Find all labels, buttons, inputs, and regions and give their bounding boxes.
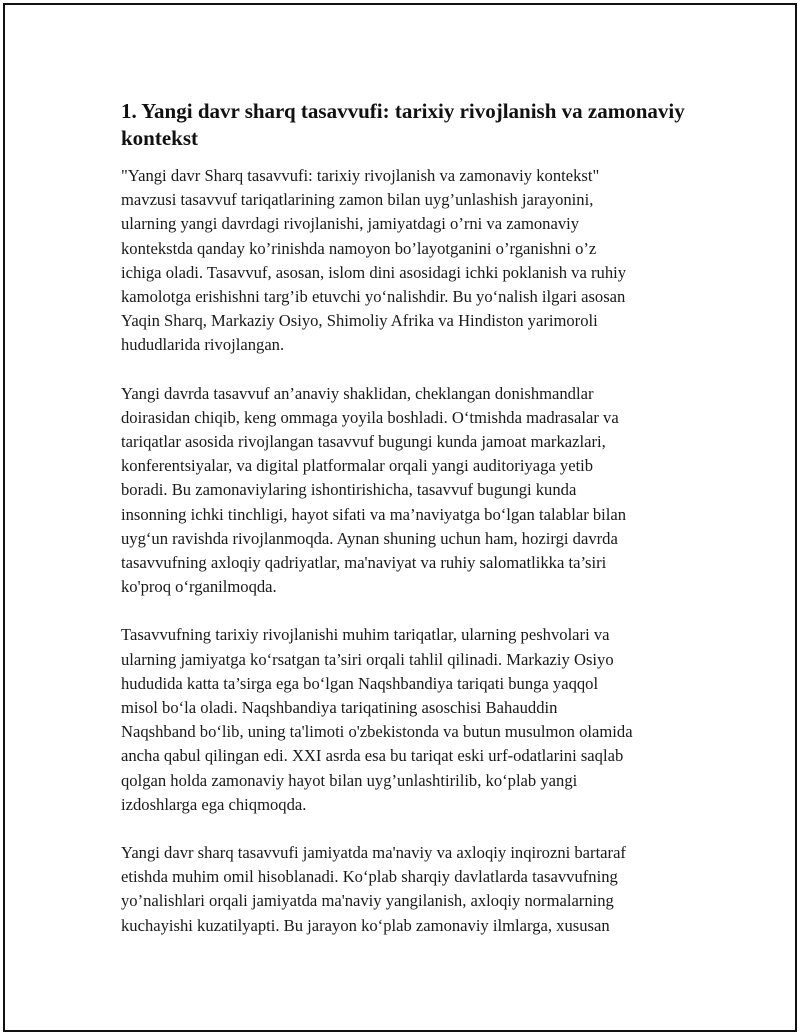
document-content xyxy=(121,98,696,962)
paragraph-3: Tasavvufning tarixiy rivojlanishi muhim tariqatlar, ularning peshvolari va ularning jamiyatga ko‘rsatgan ta’siri orqali tahlil qilinadi. Markaziy Osiyo hududida katta ta’sirga ega bo‘lgan Naqshbandiya tariqati bunga yaqqol misol bo‘la oladi. Naqshbandiya tariqatining asoschisi Bahauddin Naqshband bo‘lib, uning ta'limoti o'zbekistonda va butun musulmon olamida ancha qabul qilingan edi. XXI asrda esa bu tariqat eski urf-odatlarini saqlab qolgan holda zamonaviy hayot bilan uyg’unlashtirilib, ko‘plab yangi izdoshlarga ega chiqmoqda. xyxy=(121,625,633,814)
document-page xyxy=(3,3,797,1032)
section-title: 1. Yangi davr sharq tasavvufi: tarixiy rivojlanish va zamonaviy kontekst xyxy=(121,99,685,150)
paragraph-4: Yangi davr sharq tasavvufi jamiyatda ma'naviy va axloqiy inqirozni bartaraf etishda muhim omil hisoblanadi. Ko‘plab sharqiy davlatlarda tasavvufning yo’nalishlari orqali jamiyatda ma'naviy yangilanish, axloqiy normalarning kuchayishi kuzatilyapti. Bu jarayon ko‘plab zamonaviy ilmlarga, xususan xyxy=(121,843,626,935)
paragraph-2: Yangi davrda tasavvuf an’anaviy shaklidan, cheklangan donishmandlar doirasidan chiqib, keng ommaga yoyila boshladi. O‘tmishda madrasalar va tariqatlar asosida rivojlangan tasavvuf bugungi kunda jamoat markazlari, konferentsiyalar, va digital platformalar orqali yangi auditoriyaga yetib boradi. Bu zamonaviylaring ishontirishicha, tasavvuf bugungi kunda insonning ichki tinchligi, hayot sifati va ma’naviyatga bo‘lgan talablar bilan uyg‘un ravishda rivojlanmoqda. Aynan shuning uchun ham, hozirgi davrda tasavvufning axloqiy qadriyatlar, ma'naviyat va ruhiy salomatlikka ta’siri ko'proq o‘rganilmoqda. xyxy=(121,383,627,597)
paragraph-1: "Yangi davr Sharq tasavvufi: tarixiy rivojlanish va zamonaviy kontekst" mavzusi tasavvuf tariqatlarining zamon bilan uyg’unlashish jarayonini, ularning yangi davrdagi rivojlanishi, jamiyatdagi o’rni va zamonaviy kontekstda qanday ko’rinishda namoyon bo’layotganini o’rganishni o’z ichiga oladi. Tasavvuf, asosan, islom dini asosidagi ichki poklanish va ruhiy kamolotga erishishni targ’ib etuvchi yo‘nalishdir. Bu yo‘nalish ilgari asosan Yaqin Sharq, Markaziy Osiyo, Shimoliy Afrika va Hindiston yarimoroli hududlarida rivojlangan. xyxy=(121,166,627,355)
